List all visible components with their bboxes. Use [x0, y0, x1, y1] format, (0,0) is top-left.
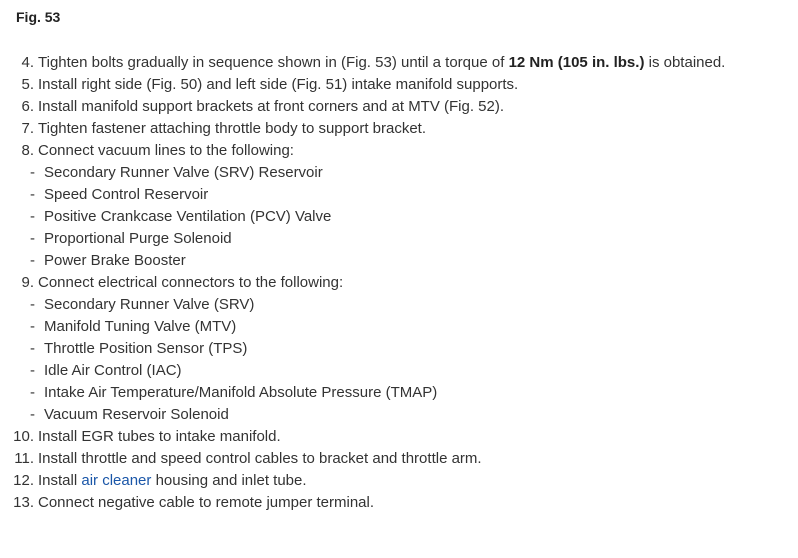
step-text: Connect negative cable to remote jumper terminal. — [38, 494, 375, 511]
list-item — [0, 360, 790, 382]
step-number: 6. — [21, 98, 34, 115]
step-text-part: housing and inlet tube. — [151, 472, 307, 489]
step-number: 12. — [13, 472, 34, 489]
dash-bullet: - — [30, 318, 35, 335]
step-number: 5. — [21, 76, 34, 93]
step-text: Install EGR tubes to intake manifold. — [38, 428, 281, 445]
dash-bullet: - — [30, 384, 35, 401]
dash-bullet: - — [30, 362, 35, 379]
figure-title: Fig. 53 — [16, 9, 61, 25]
dash-bullet: - — [30, 252, 35, 269]
step-text: Install right side (Fig. 50) and left side (Fig. 51) intake manifold supports. — [38, 76, 519, 93]
list-item — [0, 316, 790, 338]
dash-bullet: - — [30, 164, 35, 181]
step-text: Connect vacuum lines to the following: — [38, 142, 294, 159]
subitem-text: Speed Control Reservoir — [44, 186, 209, 203]
step-number: 8. — [21, 142, 34, 159]
list-item — [0, 294, 790, 316]
dash-bullet: - — [30, 230, 35, 247]
step-number: 7. — [21, 120, 34, 137]
subitem-text: Positive Crankcase Ventilation (PCV) Valve — [44, 208, 332, 225]
step-text — [38, 472, 307, 489]
subitem-text: Throttle Position Sensor (TPS) — [44, 340, 248, 357]
step-13 — [0, 492, 790, 514]
step-number: 4. — [21, 54, 34, 71]
dash-bullet: - — [30, 406, 35, 423]
list-item — [0, 250, 790, 272]
step-6 — [0, 96, 790, 118]
step-number: 11. — [14, 450, 34, 467]
step-text — [38, 54, 725, 71]
step-number: 10. — [13, 428, 34, 445]
list-item — [0, 338, 790, 360]
subitem-text: Intake Air Temperature/Manifold Absolute Pressure (TMAP) — [44, 384, 438, 401]
list-item — [0, 206, 790, 228]
step-7 — [0, 118, 790, 140]
subitem-text: Secondary Runner Valve (SRV) — [44, 296, 255, 313]
torque-value: 12 Nm (105 in. lbs.) — [508, 54, 645, 71]
step-12 — [0, 470, 790, 492]
step-number: 13. — [13, 494, 34, 511]
step-11 — [0, 448, 790, 470]
step-number: 9. — [21, 274, 34, 291]
dash-bullet: - — [30, 296, 35, 313]
dash-bullet: - — [30, 340, 35, 357]
step-4 — [0, 52, 790, 74]
step-text: Connect electrical connectors to the following: — [38, 274, 344, 291]
list-item — [0, 404, 790, 426]
dash-bullet: - — [30, 186, 35, 203]
step-text-part: Install — [38, 472, 82, 489]
list-item — [0, 162, 790, 184]
subitem-text: Vacuum Reservoir Solenoid — [44, 406, 229, 423]
step-10 — [0, 426, 790, 448]
list-item — [0, 228, 790, 250]
procedure-steps — [0, 52, 790, 514]
step-text: Install throttle and speed control cables to bracket and throttle arm. — [38, 450, 482, 467]
subitem-text: Manifold Tuning Valve (MTV) — [44, 318, 237, 335]
dash-bullet: - — [30, 208, 35, 225]
step-9 — [0, 272, 790, 294]
step-5 — [0, 74, 790, 96]
subitem-text: Secondary Runner Valve (SRV) Reservoir — [44, 164, 323, 181]
step-text: Install manifold support brackets at front corners and at MTV (Fig. 52). — [38, 98, 505, 115]
list-item — [0, 184, 790, 206]
subitem-text: Proportional Purge Solenoid — [44, 230, 232, 247]
subitem-text: Power Brake Booster — [44, 252, 186, 269]
list-item — [0, 382, 790, 404]
step-text-part: is obtained. — [644, 54, 726, 71]
step-text: Tighten fastener attaching throttle body to support bracket. — [38, 120, 427, 137]
step-text-part: Tighten bolts gradually in sequence shown in (Fig. 53) until a torque of — [38, 54, 509, 71]
step-8 — [0, 140, 790, 162]
air-cleaner-link[interactable]: air cleaner — [81, 472, 152, 489]
subitem-text: Idle Air Control (IAC) — [44, 362, 182, 379]
